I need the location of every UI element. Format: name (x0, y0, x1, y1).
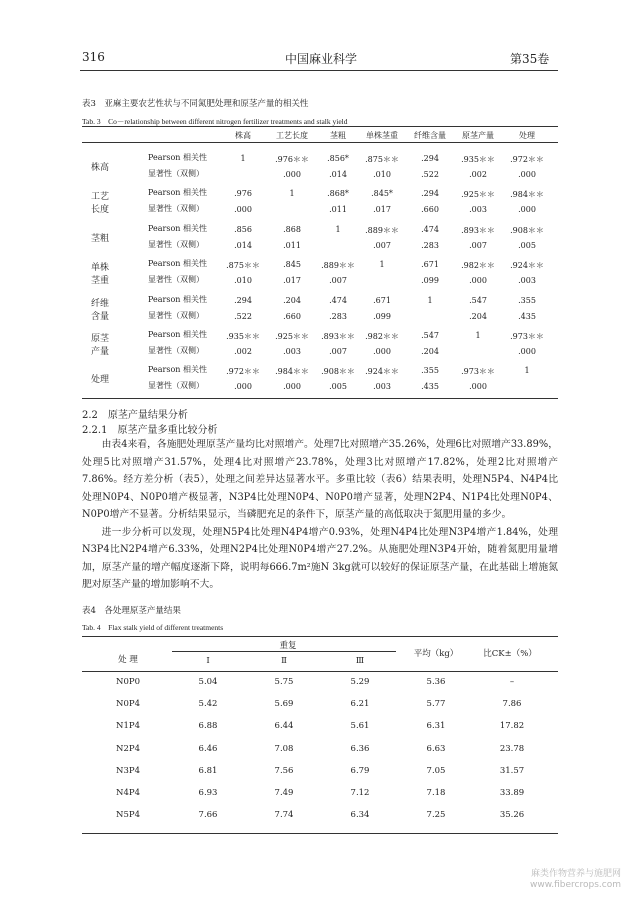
table-cell: 7.05 (426, 765, 446, 776)
table-cell: .924＊＊ (365, 367, 399, 377)
table-cell: .017 (283, 276, 301, 286)
table-cell: .984＊＊ (275, 367, 309, 377)
table-row-label: N0P0 (116, 677, 140, 687)
table-cell: 7.25 (426, 810, 446, 821)
table-cell: .010 (234, 276, 252, 286)
table-cell: .007 (373, 240, 391, 250)
table-cell: .204 (469, 311, 487, 321)
table-row-label: N1P4 (116, 721, 140, 732)
subsection-heading: 2.2.1 原茎产量多重比较分析 (82, 425, 218, 436)
column-header: 茎粗 (330, 131, 346, 140)
table-top-rule (82, 636, 558, 637)
volume-label: 第35卷 (510, 52, 550, 66)
stat-label: 显著性（双侧） (148, 381, 204, 391)
table-row-label: N4P4 (116, 788, 140, 798)
table-cell: .294 (421, 154, 439, 163)
column-header: Ⅲ (355, 656, 365, 666)
table-cell: 6.81 (198, 765, 218, 776)
table-cell: .660 (283, 311, 301, 321)
column-header: 处理 (519, 131, 535, 140)
table-cell: 7.56 (274, 765, 294, 776)
table-cell: .355 (421, 366, 439, 376)
table-cell: .204 (421, 347, 439, 356)
table-cell: .002 (469, 170, 487, 179)
table-cell: 1 (240, 154, 246, 163)
table-cell: 5.61 (350, 721, 370, 732)
table-cell: .893＊＊ (321, 332, 355, 341)
stat-label: 显著性（双侧） (148, 169, 204, 178)
table-cell: .003 (518, 276, 536, 286)
table-cell: .011 (283, 240, 301, 250)
table-cell: .000 (469, 276, 487, 286)
table-cell: 7.08 (274, 743, 294, 754)
table-cell: .014 (234, 240, 252, 250)
table-cell: .875＊＊ (365, 155, 399, 164)
table-top-rule (82, 126, 558, 127)
table4-caption-en: Tab. 4 Flax stalk yield of different treatments (82, 623, 224, 632)
table-cell: .294 (421, 189, 439, 199)
table-cell: .010 (373, 170, 391, 179)
table-cell: .355 (518, 295, 536, 305)
table-cell: .973＊＊ (510, 332, 544, 341)
table-cell: 5.29 (350, 677, 370, 687)
table-cell: .000 (518, 347, 536, 356)
table-cell: 5.04 (198, 677, 218, 687)
table-cell: – (509, 677, 515, 687)
header-rule (80, 70, 558, 71)
table-cell: .014 (329, 170, 347, 179)
table-cell: .283 (329, 311, 347, 321)
table-row-label: N3P4 (116, 765, 140, 776)
column-header: 处 理 (118, 655, 138, 665)
table-cell: .845 (283, 260, 301, 270)
table-cell: 5.77 (426, 699, 446, 710)
table-cell: 7.86 (502, 699, 522, 710)
stat-label: 显著性（双侧） (148, 310, 204, 320)
table-cell: 6.93 (198, 788, 218, 798)
table-cell: .875＊＊ (226, 261, 260, 271)
table-cell: .204 (283, 295, 301, 305)
table-cell: 6.31 (426, 721, 446, 732)
row-label: 茎重 (90, 276, 110, 287)
table-cell: .935＊＊ (461, 155, 495, 164)
table-cell: .925＊＊ (461, 190, 495, 200)
table-cell: 6.79 (350, 765, 370, 776)
table-row-label: N5P4 (116, 810, 140, 821)
table-row-label: N2P4 (116, 743, 140, 754)
table-cell: 33.89 (499, 788, 525, 798)
row-label: 工艺 (90, 192, 110, 203)
table-cell: .547 (469, 295, 487, 305)
table-cell: .099 (373, 311, 391, 321)
table-cell: 35.26 (499, 810, 525, 821)
table-cell: .856 (234, 224, 252, 234)
table-cell: .005 (329, 382, 347, 392)
table-cell: 7.12 (350, 788, 370, 798)
table-cell: 31.57 (499, 765, 525, 776)
table-cell: 6.21 (350, 699, 370, 710)
table-cell: .000 (518, 170, 536, 179)
table4-caption-cn: 表4 各处理原茎产量结果 (82, 606, 181, 616)
row-label: 长度 (90, 205, 110, 216)
row-label: 含量 (90, 311, 110, 322)
table-row-label: N0P4 (116, 699, 140, 710)
stat-label: Pearson 相关性 (148, 365, 207, 375)
column-header: Ⅱ (281, 656, 287, 666)
table-cell: .007 (329, 347, 347, 356)
column-header: 工艺长度 (276, 131, 308, 140)
column-header: 纤维含量 (414, 131, 446, 140)
table-cell: .099 (421, 276, 439, 286)
table-cell: .924＊＊ (510, 261, 544, 271)
column-header: 重复 (279, 641, 297, 651)
table-cell: .671 (421, 260, 439, 270)
table-cell: .868 (283, 224, 301, 234)
table-cell: .294 (234, 295, 252, 305)
table-cell: 6.88 (198, 721, 218, 732)
table-cell: .000 (373, 347, 391, 356)
table-cell: .474 (421, 224, 439, 234)
table-cell: .845* (371, 189, 393, 199)
stat-label: 显著性（双侧） (148, 346, 204, 355)
stat-label: Pearson 相关性 (148, 153, 207, 162)
table-cell: 1 (524, 366, 530, 376)
table-cell: .283 (421, 240, 439, 250)
stat-label: 显著性（双侧） (148, 275, 204, 285)
row-label: 茎粗 (90, 233, 110, 244)
row-label: 原茎 (90, 334, 110, 344)
table-cell: .522 (234, 311, 252, 321)
table-cell: .908＊＊ (510, 225, 544, 235)
table-cell: .660 (421, 205, 439, 215)
stat-label: Pearson 相关性 (148, 188, 207, 198)
column-header: 平均（kg） (413, 649, 459, 659)
table-cell: .007 (329, 276, 347, 286)
table-cell: .007 (469, 240, 487, 250)
table-header-rule (82, 142, 558, 143)
table-cell: .984＊＊ (510, 190, 544, 200)
table-cell: .972＊＊ (226, 367, 260, 377)
table-cell: .982＊＊ (365, 332, 399, 341)
table-bottom-rule (82, 398, 558, 399)
table-cell: 1 (335, 224, 341, 234)
table-cell: .908＊＊ (321, 367, 355, 377)
row-label: 处理 (90, 375, 110, 386)
table-cell: 6.46 (198, 743, 218, 754)
table-cell: .000 (283, 170, 301, 179)
table-cell: .982＊＊ (461, 261, 495, 271)
table-cell: 1 (379, 260, 385, 270)
stat-label: Pearson 相关性 (148, 330, 207, 339)
table-cell: .474 (329, 295, 347, 305)
stat-label: Pearson 相关性 (148, 259, 207, 269)
table-cell: 7.49 (274, 788, 294, 798)
table-cell: .522 (421, 170, 439, 179)
table-cell: .000 (283, 382, 301, 392)
table-cell: 6.34 (350, 810, 370, 821)
table-cell: .935＊＊ (226, 332, 260, 341)
page-number: 316 (82, 50, 105, 64)
table-cell: .868* (327, 189, 349, 199)
table-cell: .972＊＊ (510, 155, 544, 164)
table-cell: .976＊＊ (275, 155, 309, 164)
table-cell: .547 (421, 331, 439, 340)
table-cell: .976 (234, 189, 252, 199)
column-header: 原茎产量 (462, 131, 494, 140)
table-cell: .000 (518, 205, 536, 215)
column-header: 比CK±（%） (483, 649, 537, 659)
watermark-url: www.fibercrops.com (530, 880, 621, 890)
table3-caption-cn: 表3 亚麻主要农艺性状与不同氮肥处理和原茎产量的相关性 (82, 99, 309, 109)
table-cell: .011 (329, 205, 347, 215)
stat-label: 显著性（双侧） (148, 239, 204, 249)
table-cell: .889＊＊ (321, 261, 355, 271)
table-cell: .925＊＊ (275, 332, 309, 341)
table-cell: .856* (327, 154, 349, 163)
column-header: 单株茎重 (366, 131, 398, 140)
table-cell: 7.66 (198, 810, 218, 821)
row-label: 株高 (90, 163, 110, 173)
table-cell: .889＊＊ (365, 225, 399, 235)
table-cell: 6.36 (350, 743, 370, 754)
table-cell: .435 (421, 382, 439, 392)
table-cell: .671 (373, 295, 391, 305)
table-cell: .893＊＊ (461, 225, 495, 235)
section-heading: 2.2 原茎产量结果分析 (82, 410, 188, 421)
table-cell: 1 (427, 295, 433, 305)
table-cell: 5.69 (274, 699, 294, 710)
table-cell: .003 (469, 205, 487, 215)
table-cell: 17.82 (499, 721, 525, 732)
table-cell: 7.18 (426, 788, 446, 798)
watermark-text: 麻类作物营养与施肥网 (530, 869, 621, 879)
column-header: Ⅰ (206, 656, 210, 666)
table-cell: 1 (475, 331, 481, 340)
table-cell: .017 (373, 205, 391, 215)
table-cell: 6.44 (274, 721, 294, 732)
row-label: 单株 (90, 263, 110, 274)
table-cell: 5.36 (426, 677, 446, 687)
table-cell: .000 (469, 382, 487, 392)
table-cell: 23.78 (499, 743, 525, 754)
table-cell: .005 (518, 240, 536, 250)
table-cell: 5.75 (274, 677, 294, 687)
table-cell: 7.74 (274, 810, 294, 821)
table-cell: 6.63 (426, 743, 446, 754)
table-sub-rule (172, 651, 396, 652)
journal-title: 中国麻业科学 (285, 52, 358, 66)
paragraph: 进一步分析可以发现，处理N5P4比处理N4P4增产0.93%，处理N4P4比处理N3P4增产1.84%，处理N3P4比N2P4增产6.33%，处理N2P4比处理N0P4增产27.2%。从施肥处理N3P4开始，随着氮肥用量增加，原茎产量的增产幅度逐渐下降，说明每666.7m²施N 3kg就可以较好的保证原茎产量，在此基础上增施氮肥对原茎产量的增加影响不大。 (82, 526, 558, 590)
table-cell: 1 (289, 189, 295, 199)
table-cell: .000 (234, 382, 252, 392)
table-cell: .973＊＊ (461, 367, 495, 377)
stat-label: Pearson 相关性 (148, 223, 207, 233)
row-label: 纤维 (90, 298, 110, 309)
table-cell: .003 (283, 347, 301, 356)
table-cell: 5.42 (198, 699, 218, 710)
row-label: 产量 (90, 347, 110, 357)
table-cell: .003 (373, 382, 391, 392)
table-cell: .435 (518, 311, 536, 321)
table-cell: .000 (234, 205, 252, 215)
table3-caption-en: Tab. 3 Co－relationship between different nitrogen fertilizer treatments and stalk yield (82, 117, 348, 126)
paragraph: 由表4来看，各施肥处理原茎产量均比对照增产。处理7比对照增产35.26%，处理6比对照增产33.89%，处理5比对照增产31.57%，处理4比对照增产23.78%，处理3比对照增产17.82%，处理2比对照增产7.86%。经方差分析（表5），处理之间差异达显著水平。多重比较（表6）结果表明，处理N5P4、N4P4比处理N0P4、N0P0增产极显著，N3P4比处理N0P4、N0P0增产显著，处理N2P4、N1P4比处理N0P4、N0P0增产不显著。分析结果显示，当磷肥充足的条件下，原茎产量的高低取决于氮肥用量的多少。 (82, 439, 558, 520)
stat-label: 显著性（双侧） (148, 204, 204, 214)
body-text (82, 436, 558, 594)
table-bottom-rule (82, 833, 558, 834)
table-cell: .002 (234, 347, 252, 356)
column-header: 株高 (235, 131, 251, 140)
table-header-rule (82, 671, 558, 672)
stat-label: Pearson 相关性 (148, 294, 207, 304)
